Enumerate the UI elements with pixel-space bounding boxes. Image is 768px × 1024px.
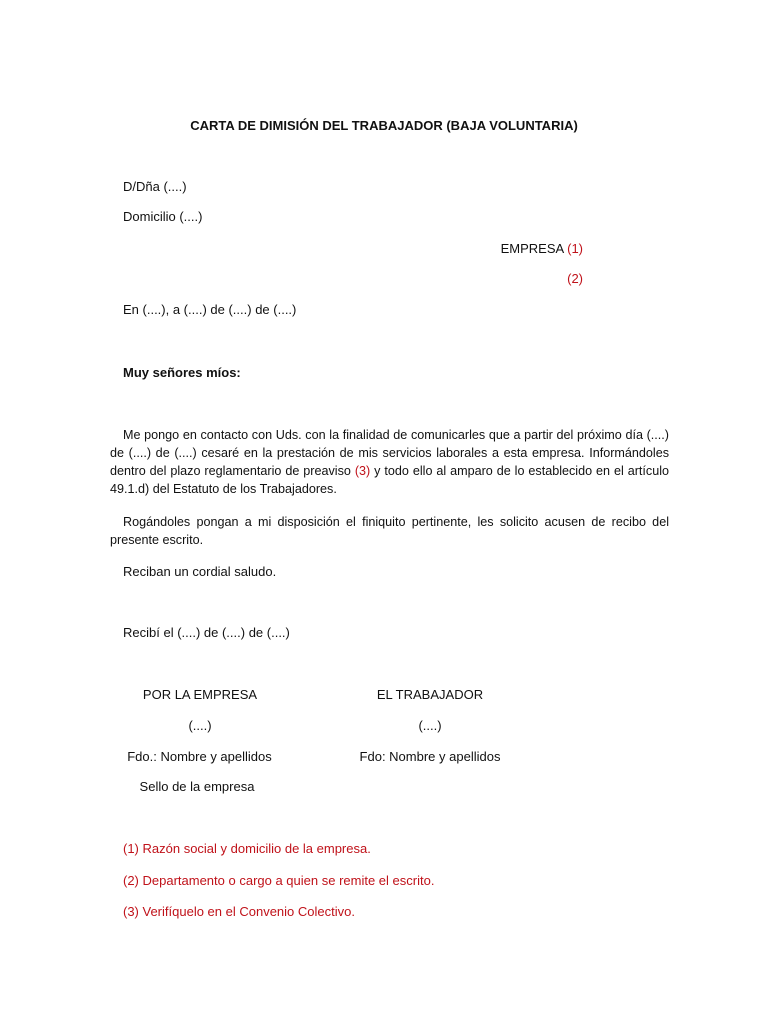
worker-signature-heading: EL TRABAJADOR	[376, 687, 484, 702]
footnote-3: (3) Verifíquelo en el Convenio Colectivo.	[123, 904, 355, 919]
document-title: CARTA DE DIMISIÓN DEL TRABAJADOR (BAJA VOLUNTARIA)	[190, 118, 578, 133]
body-p1-text-b: y todo ello al amparo de lo establecido en el artículo 49.1.d) del Estatuto de los Trabajadores.	[110, 464, 670, 496]
worker-signature-placeholder: (....)	[418, 718, 442, 733]
body-paragraph-1	[110, 426, 669, 498]
salutation: Muy señores míos:	[123, 365, 241, 380]
worker-signature-name: Fdo: Nombre y apellidos	[359, 749, 501, 764]
footnote-ref-3: (3)	[354, 464, 371, 478]
place-date: En (....), a (....) de (....) de (....)	[123, 302, 297, 317]
company-label: EMPRESA	[500, 241, 564, 256]
body-paragraph-2	[110, 513, 669, 549]
recipient-address: Domicilio (....)	[123, 209, 203, 224]
recipient-name: D/Dña (....)	[123, 179, 187, 194]
company-stamp: Sello de la empresa	[139, 779, 255, 794]
footnote-ref-2: (2)	[567, 271, 583, 286]
footnote-2: (2) Departamento o cargo a quien se remite el escrito.	[123, 873, 435, 888]
footnote-1: (1) Razón social y domicilio de la empresa.	[123, 841, 371, 856]
company-line	[501, 241, 583, 257]
closing: Reciban un cordial saludo.	[123, 564, 277, 579]
company-signature-name: Fdo.: Nombre y apellidos	[127, 749, 272, 764]
body-p1-text-a: Me pongo en contacto con Uds. con la finalidad de comunicarles que a partir del próximo día (....) de (....) de (....) cesaré en la prestación de mis servicios laborales a esta empresa. Informándoles dentro del plazo reglamentario de preaviso	[110, 428, 669, 478]
received-line: Recibí el (....) de (....) de (....)	[123, 625, 290, 640]
body-p2-text: Rogándoles pongan a mi disposición el finiquito pertinente, les solicito acusen de recibo del presente escrito.	[110, 515, 669, 547]
company-signature-heading: POR LA EMPRESA	[142, 687, 258, 702]
footnote-ref-1: (1)	[567, 241, 583, 256]
company-signature-placeholder: (....)	[188, 718, 212, 733]
